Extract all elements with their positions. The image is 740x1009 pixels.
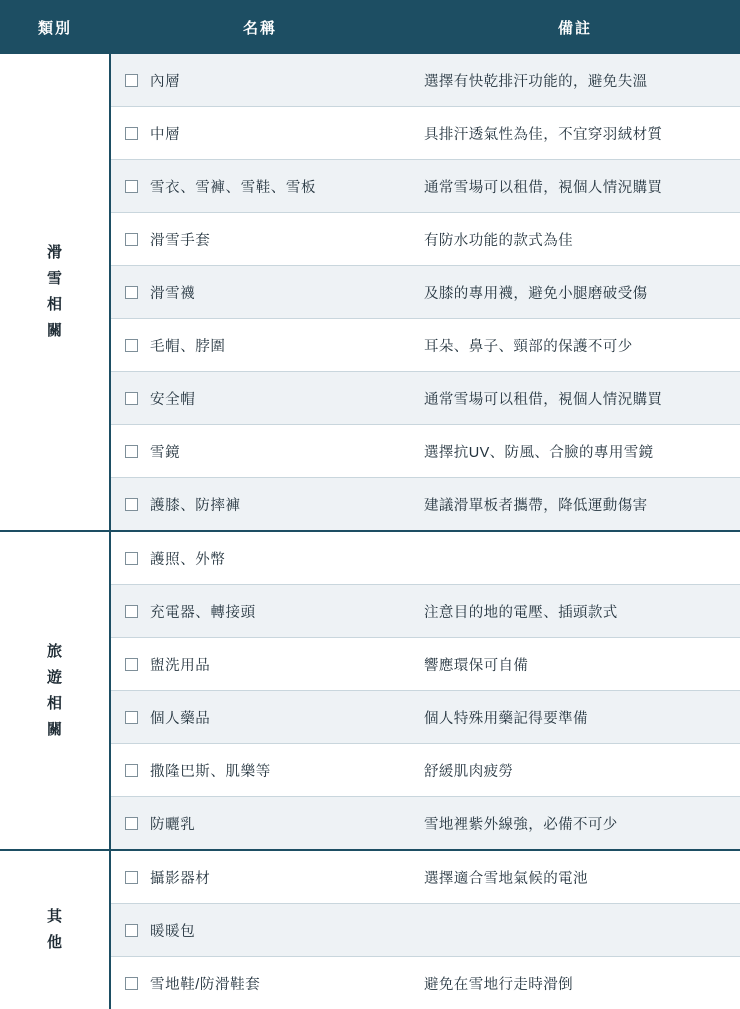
checkbox-icon[interactable]: [125, 180, 138, 193]
table-row: [0, 691, 740, 744]
category-cell: [0, 54, 110, 531]
item-label: 滑雪手套: [150, 229, 210, 250]
item-cell: [110, 266, 410, 319]
item-label: 護膝、防摔褲: [150, 494, 241, 515]
checkbox-icon[interactable]: [125, 74, 138, 87]
item-cell: [110, 319, 410, 372]
note-text: 個人特殊用藥記得要準備: [424, 691, 728, 743]
note-text: 雪地裡紫外線強，必備不可少: [424, 797, 728, 849]
note-text: 及膝的專用襪，避免小腿磨破受傷: [424, 266, 728, 318]
header-note: 備註: [410, 0, 740, 54]
item-cell: [110, 797, 410, 851]
table-row: [0, 638, 740, 691]
note-text: 注意目的地的電壓、插頭款式: [424, 585, 728, 637]
checkbox-icon[interactable]: [125, 233, 138, 246]
note-text: 選擇抗UV、防風、合臉的專用雪鏡: [424, 425, 728, 477]
checkbox-icon[interactable]: [125, 817, 138, 830]
note-cell: [410, 585, 740, 638]
item-label: 雪衣、雪褲、雪鞋、雪板: [150, 176, 316, 197]
note-text: 選擇有快乾排汗功能的，避免失溫: [424, 54, 728, 106]
note-cell: [410, 478, 740, 532]
table-row: [0, 478, 740, 532]
item-label: 防曬乳: [150, 813, 195, 834]
table-row: [0, 372, 740, 425]
item-cell: [110, 585, 410, 638]
checkbox-icon[interactable]: [125, 286, 138, 299]
item-cell: [110, 213, 410, 266]
checkbox-icon[interactable]: [125, 924, 138, 937]
table-row: [0, 585, 740, 638]
table-row: [0, 744, 740, 797]
note-text: 避免在雪地行走時滑倒: [424, 957, 728, 1009]
note-text: [424, 532, 728, 584]
table-row: [0, 957, 740, 1009]
item-cell: [110, 850, 410, 904]
item-label: 安全帽: [150, 388, 195, 409]
table-row: [0, 266, 740, 319]
note-text: 耳朵、鼻子、頸部的保護不可少: [424, 319, 728, 371]
note-text: [424, 904, 728, 956]
checkbox-icon[interactable]: [125, 605, 138, 618]
note-cell: [410, 319, 740, 372]
item-label: 雪鏡: [150, 441, 180, 462]
item-label: 攝影器材: [150, 867, 210, 888]
note-text: 通常雪場可以租借，視個人情況購買: [424, 160, 728, 212]
note-cell: [410, 372, 740, 425]
table-row: [0, 319, 740, 372]
note-text: 建議滑單板者攜帶，降低運動傷害: [424, 478, 728, 530]
note-text: 選擇適合雪地氣候的電池: [424, 851, 728, 903]
note-cell: [410, 160, 740, 213]
item-cell: [110, 425, 410, 478]
item-label: 內層: [150, 70, 180, 91]
note-cell: [410, 904, 740, 957]
note-cell: [410, 425, 740, 478]
checkbox-icon[interactable]: [125, 658, 138, 671]
item-label: 盥洗用品: [150, 654, 210, 675]
note-cell: [410, 638, 740, 691]
item-cell: [110, 744, 410, 797]
item-cell: [110, 107, 410, 160]
checkbox-icon[interactable]: [125, 977, 138, 990]
checkbox-icon[interactable]: [125, 127, 138, 140]
header-name: 名稱: [110, 0, 410, 54]
checkbox-icon[interactable]: [125, 871, 138, 884]
note-cell: [410, 797, 740, 851]
item-cell: [110, 478, 410, 532]
checkbox-icon[interactable]: [125, 445, 138, 458]
item-cell: [110, 638, 410, 691]
item-label: 中層: [150, 123, 180, 144]
item-cell: [110, 372, 410, 425]
note-text: 有防水功能的款式為佳: [424, 213, 728, 265]
table-row: [0, 54, 740, 107]
note-text: 響應環保可自備: [424, 638, 728, 690]
note-cell: [410, 744, 740, 797]
note-cell: [410, 850, 740, 904]
table-row: [0, 531, 740, 585]
item-label: 撒隆巴斯、肌樂等: [150, 760, 271, 781]
category-label: 旅遊相關: [47, 639, 62, 743]
item-cell: [110, 691, 410, 744]
category-cell: [0, 850, 110, 1009]
note-cell: [410, 957, 740, 1009]
item-cell: [110, 904, 410, 957]
item-cell: [110, 54, 410, 107]
note-text: 具排汗透氣性為佳，不宜穿羽絨材質: [424, 107, 728, 159]
table-header: [0, 0, 740, 54]
checkbox-icon[interactable]: [125, 764, 138, 777]
table-row: [0, 160, 740, 213]
checkbox-icon[interactable]: [125, 498, 138, 511]
item-cell: [110, 957, 410, 1009]
table-row: [0, 107, 740, 160]
item-label: 毛帽、脖圍: [150, 335, 226, 356]
note-cell: [410, 213, 740, 266]
category-label: 滑雪相關: [47, 240, 62, 344]
table-body: [0, 54, 740, 1009]
note-cell: [410, 266, 740, 319]
checkbox-icon[interactable]: [125, 339, 138, 352]
item-cell: [110, 531, 410, 585]
header-category: 類別: [0, 0, 110, 54]
note-text: 舒緩肌肉疲勞: [424, 744, 728, 796]
table-row: [0, 850, 740, 904]
category-cell: [0, 531, 110, 850]
table-row: [0, 797, 740, 851]
item-label: 護照、外幣: [150, 548, 226, 569]
item-label: 充電器、轉接頭: [150, 601, 256, 622]
note-cell: [410, 107, 740, 160]
item-label: 個人藥品: [150, 707, 210, 728]
note-cell: [410, 691, 740, 744]
note-cell: [410, 531, 740, 585]
note-cell: [410, 54, 740, 107]
checkbox-icon[interactable]: [125, 711, 138, 724]
table-row: [0, 425, 740, 478]
table-row: [0, 904, 740, 957]
checkbox-icon[interactable]: [125, 552, 138, 565]
table-row: [0, 213, 740, 266]
category-label: 其他: [47, 904, 62, 956]
item-label: 滑雪襪: [150, 282, 195, 303]
checkbox-icon[interactable]: [125, 392, 138, 405]
note-text: 通常雪場可以租借，視個人情況購買: [424, 372, 728, 424]
item-label: 暖暖包: [150, 920, 195, 941]
item-cell: [110, 160, 410, 213]
header-row: [0, 0, 740, 54]
item-label: 雪地鞋/防滑鞋套: [150, 973, 260, 994]
